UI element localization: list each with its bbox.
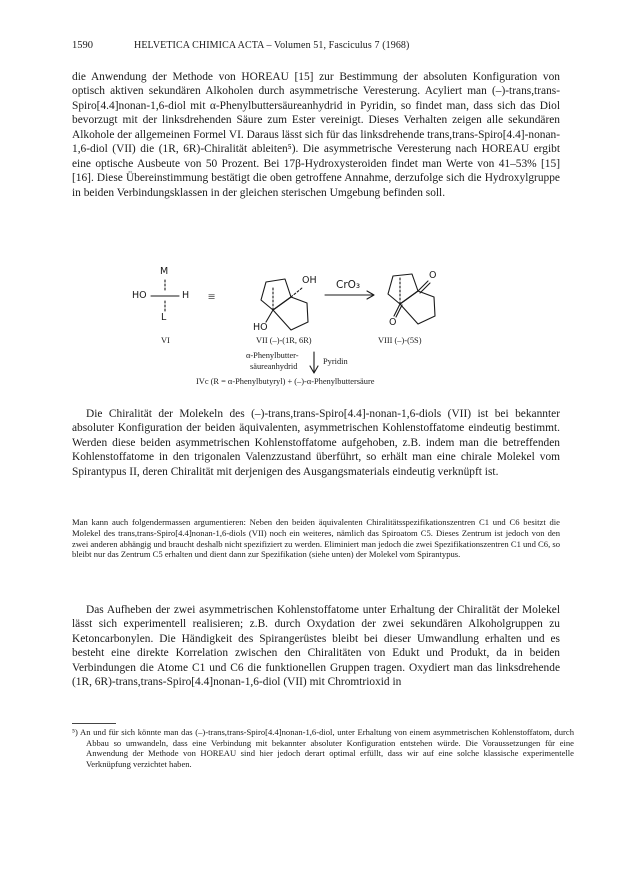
product-ivc: IVc (R = α-Phenylbutyryl) + (–)-α-Phenylbuttersäure (196, 377, 375, 386)
body-paragraph-1: die Anwendung der Methode von HOREAU [15] zur Bestimmung der absoluten Konfiguration von optisch aktiven sekundären Alkoholen durch asymmetrische Veresterung. Acyliert man (–)-trans,trans-Spiro[4.4]nonan-1,6-diol mit α-Phenylbuttersäureanhydrid in Pyridin, so findet man, dass sich das Diol bevorzugt mit der linksdrehenden Säure zum Ester vereinigt. Dieses Verhalten zeigen alle sekundären Alkohole der allgemeinen Formel VI. Daraus lässt sich für das linksdrehende trans,trans-Spiro[4.4]-nonan-1,6-diol (VII) die (1R, 6R)-Chiralität ableiten⁵). Die asymmetrische Veresterung nach HOREAU ergibt eine optische Ausbeute von 50 Prozent. Bei 17β-Hydroxysteroiden findet man Werte von 41–53% [15] [16]. Diese Übereinstimmung bestätigt die oben getroffene Annahme, derzufolge sich die Hydroxylgruppe in beiden Verbindungsklassen in der gleichen sterischen Umgebung befinden soll. (72, 71, 560, 199)
reagent-cro3: CrO₃ (336, 279, 361, 291)
reagent-solvent: Pyridin (323, 357, 348, 366)
ho-label: HO (253, 322, 268, 333)
reagent-line-2: säureanhydrid (250, 362, 298, 371)
viii-upper-ring (388, 274, 418, 304)
oh-label: OH (302, 275, 317, 286)
fischer-left-label: HO (132, 290, 147, 301)
ketone-o-right: O (429, 270, 437, 281)
page-number: 1590 (72, 40, 93, 51)
compound-label-vi: VI (161, 336, 170, 345)
compound-label-viii: VIII (–)-(5S) (378, 336, 422, 345)
body-paragraph-4: Das Aufheben der zwei asymmetrischen Kohlenstoffatome unter Erhaltung der Chiralität der Molekel lässt sich experimentell realisieren; z.B. durch Oxydation der zwei sekundären Alkoholgruppen zu Ketoncarbonylen. Die Händigkeit des Spirangerüstes bleibt bei dieser Umwandlung erhalten und es besteht eine direkte Korrelation zwischen den Chiralitäten von Edukt und Produkt, da in beiden Verbindungen die Atome C1 und C6 die funktionellen Gruppen tragen. Oxydiert man das linksdrehende (1R, 6R)-trans,trans-Spiro[4.4]nonan-1,6-diol (VII) mit Chromtrioxid in (72, 604, 560, 689)
reaction-scheme (110, 264, 510, 399)
footnote-5: ⁵) An und für sich könnte man das (–)-trans,trans-Spiro[4.4]nonan-1,6-diol, unter Erhaltung von einem asymmetrischen Kohlenstoffatom, durch Abbau so umwandeln, dass eine Verbindung mit bekannter absoluter Konfiguration entstehen würde. Die Voraussetzungen für eine Anwendung der Methode von HOREAU sind hier jedoch derart optimal erfüllt, dass wir auf eine solche klassische experimentelle Verknüpfung verzichtet haben. (72, 727, 574, 769)
vii-lower-ring (273, 297, 308, 330)
fischer-right-label: H (182, 290, 190, 301)
viii-lower-ring (400, 291, 435, 324)
fischer-top-label: M (160, 266, 169, 277)
ketone-o-left: O (389, 317, 397, 328)
reagent-line-1: α-Phenylbutter- (246, 351, 299, 360)
small-print-paragraph: Man kann auch folgendermassen argumentieren: Neben den beiden äquivalenten Chiralitätsspezifikationszentren C1 und C6 besitzt die Molekel des trans,trans-Spiro[4.4]nonan-1,6-diols (VII) noch ein weiteres, nämlich das Spiroatom C5. Dieses Zentrum ist jedoch von den zwei anderen abhängig und braucht deshalb nicht spezifiziert zu werden. Eliminiert man jedoch die zwei Spezifikationszentren C1 und C6, so bleibt nur das Zentrum C5 erhalten und dient dann zur Spezifikation (siehe unten) der Molekel vom Spirantypus. (72, 517, 561, 560)
body-paragraph-2: Die Chiralität der Molekeln des (–)-trans,trans-Spiro[4.4]-nonan-1,6-diols (VII) ist bei bekannter absoluter Konfiguration der beiden äquivalenten, asymmetrischen Kohlenstoffatome eindeutig bestimmt. Werden diese beiden asymmetrischen Kohlenstoffatome aufgehoben, z.B. indem man die betreffenden Kohlenstoffatome in den trigonalen Valenzzustand überführt, so erhält man eine chirale Molekel vom Spirantypus II, deren Chiralität mit derjenigen des Ausgangsmaterials eindeutig verknüpft ist. (72, 408, 560, 478)
running-header (72, 40, 560, 54)
equivalence-sign: ≡ (208, 289, 216, 304)
running-title: HELVETICA CHIMICA ACTA – Volumen 51, Fasciculus 7 (1968) (134, 40, 410, 51)
vii-upper-ring (261, 279, 291, 310)
fischer-bottom-label: L (161, 312, 167, 323)
compound-label-vii: VII (–)-(1R, 6R) (256, 336, 312, 345)
footnote-rule (72, 723, 116, 724)
